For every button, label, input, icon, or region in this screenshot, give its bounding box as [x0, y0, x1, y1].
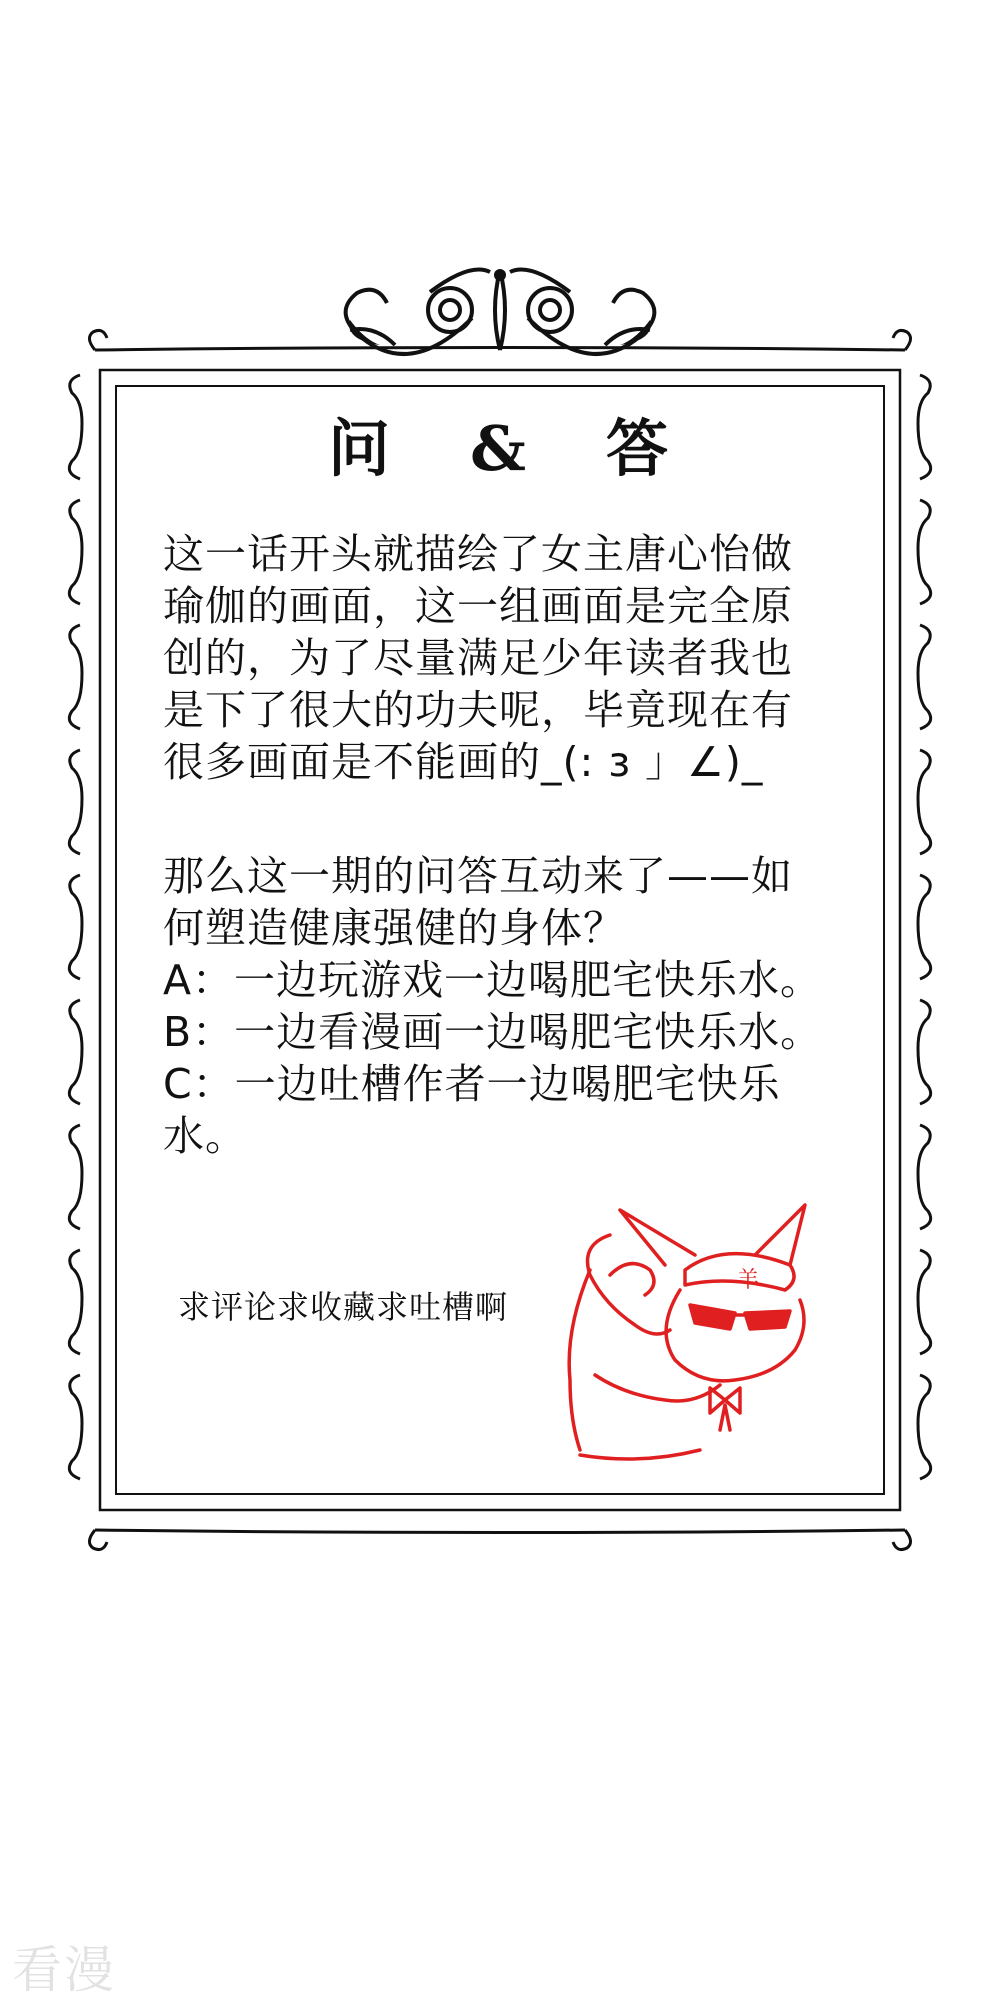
intro-line: 创的，为了尽量满足少年读者我也 — [163, 634, 793, 682]
title-question-char: 问 — [327, 412, 394, 485]
intro-line: 这一话开头就描绘了女主唐心怡做 — [163, 530, 793, 578]
quiz-question-line: 何塑造健康强健的身体？ — [163, 904, 625, 952]
watermark-text: 看漫 — [12, 1941, 116, 1999]
intro-paragraph — [163, 528, 863, 788]
quiz-option-c: C：一边吐槽作者一边喝肥宅快乐 — [163, 1060, 781, 1108]
quiz-option-b: B：一边看漫画一边喝肥宅快乐水。 — [163, 1008, 823, 1056]
page-title — [130, 412, 870, 485]
quiz-option-a: A：一边玩游戏一边喝肥宅快乐水。 — [163, 956, 823, 1004]
signoff-text: 求评论求收藏求吐槽啊 — [178, 1288, 509, 1326]
intro-line: 很多画面是不能画的_(: з 」∠)_ — [163, 738, 764, 786]
intro-line: 瑜伽的画面，这一组画面是完全原 — [163, 582, 793, 630]
goat-mascot-drawing — [550, 1195, 850, 1475]
mascot-cap-text: 羊 — [737, 1268, 760, 1293]
title-answer-char: 答 — [605, 412, 672, 485]
title-ampersand: & — [470, 412, 530, 485]
quiz-option-c-cont: 水。 — [163, 1112, 247, 1160]
quiz-question-line: 那么这一期的问答互动来了——如 — [163, 852, 793, 900]
intro-line: 是下了很大的功夫呢，毕竟现在有 — [163, 686, 793, 734]
crest-ornament — [346, 270, 655, 355]
quiz-paragraph — [163, 850, 863, 1162]
